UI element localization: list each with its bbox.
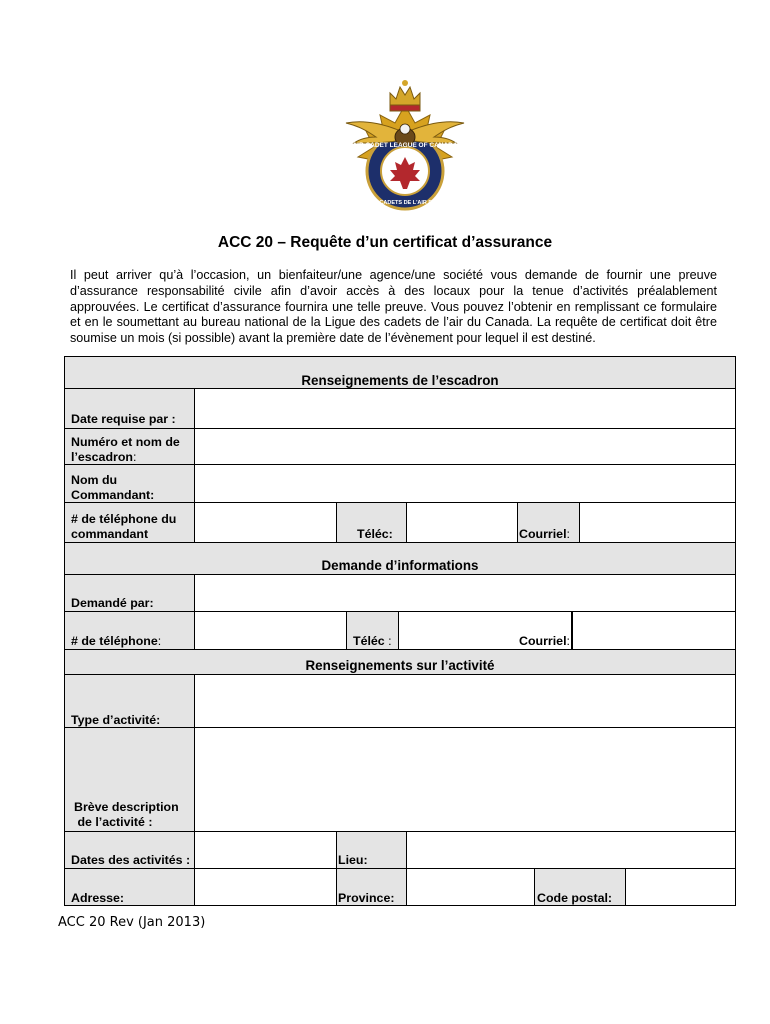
svg-text:LIGUE DES CADETS DE L'AIR DU C: LIGUE DES CADETS DE L'AIR DU CANADA [348,200,462,206]
label-commander-line2: Commandant: [71,488,155,502]
svg-text:AIR CADET LEAGUE OF CANADA: AIR CADET LEAGUE OF CANADA [352,142,458,149]
label-fax [353,634,392,649]
label-date-required: Date requise par : [71,412,176,426]
label-province: Province: [338,891,395,905]
label-activity-description-line1: Brève description [74,800,179,814]
label-squadron-name [71,435,180,465]
label-squadron-name-colon: : [132,450,137,464]
email-field[interactable] [572,611,736,650]
label-postal-code: Code postal: [537,891,613,905]
address-field[interactable] [194,868,337,906]
label-commander-phone [71,512,176,542]
commander-email-field[interactable] [579,502,736,543]
label-phone-colon: : [157,634,162,648]
label-commander-email-colon: : [566,527,570,541]
label-commander [71,473,154,503]
label-commander-email-word: Courriel [519,527,567,541]
label-requested-by: Demandé par: [71,596,154,610]
postal-code-field[interactable] [625,868,736,906]
date-required-field[interactable] [194,388,736,429]
label-email [519,634,570,649]
label-dates: Dates des activités : [71,853,191,867]
section-title-squadron: Renseignements de l’escadron [301,373,499,388]
commander-fax-field[interactable] [406,502,518,543]
label-activity-type: Type d’activité: [71,713,161,727]
location-field[interactable] [406,831,736,869]
commander-name-field[interactable] [194,464,736,503]
commander-phone-field[interactable] [194,502,337,543]
label-email-colon: : [566,634,570,648]
squadron-name-field[interactable] [194,428,736,465]
section-title-activity: Renseignements sur l’activité [305,658,495,673]
requested-by-field[interactable] [194,574,736,612]
label-phone-word: # de téléphone [71,634,158,648]
label-squadron-name-line2 [71,450,180,465]
label-commander-phone-line1: # de téléphone du [71,512,177,526]
label-commander-email [519,527,570,542]
label-squadron-name-word: l’escadron [71,450,133,464]
dates-field[interactable] [194,831,337,869]
label-commander-fax: Téléc: [357,527,393,541]
air-cadet-league-crest-icon [340,75,470,215]
activity-description-field[interactable] [194,727,736,832]
label-phone [71,634,161,649]
label-fax-colon: : [384,634,392,648]
form-revision-footer: ACC 20 Rev (Jan 2013) [58,915,206,930]
label-fax-word: Téléc [353,634,385,648]
intro-paragraph: Il peut arriver qu’à l’occasion, un bienfaiteur/une agence/une société vous demande de fournir une preuve d’assurance responsabilité civile afin d’avoir accès à des locaux pour la tenue d’activités préalablement approuvées. Le certificat d’assurance fournira une telle preuve. Vous pouvez l’obtenir en remplissant ce formulaire et en le soumettant au bureau national de la Ligue des cadets de l’air du Canada. La requête de certificat doit être soumise un mois (si possible) avant la première date de l’évènement pour lequel il est destiné. [70,268,717,346]
label-commander-phone-line2: commandant [71,527,149,541]
label-location: Lieu: [338,853,368,867]
activity-type-field[interactable] [194,674,736,728]
label-email-word: Courriel [519,634,567,648]
label-commander-line1: Nom du [71,473,118,487]
label-squadron-name-line1: Numéro et nom de [71,435,180,449]
section-title-request: Demande d’informations [321,558,479,573]
label-address: Adresse: [71,891,125,905]
label-activity-description-line2: de l’activité : [74,815,153,829]
form-title: ACC 20 – Requête d’un certificat d’assurance [217,234,553,251]
province-field[interactable] [406,868,535,906]
phone-field[interactable] [194,611,347,650]
label-activity-description [74,800,179,830]
